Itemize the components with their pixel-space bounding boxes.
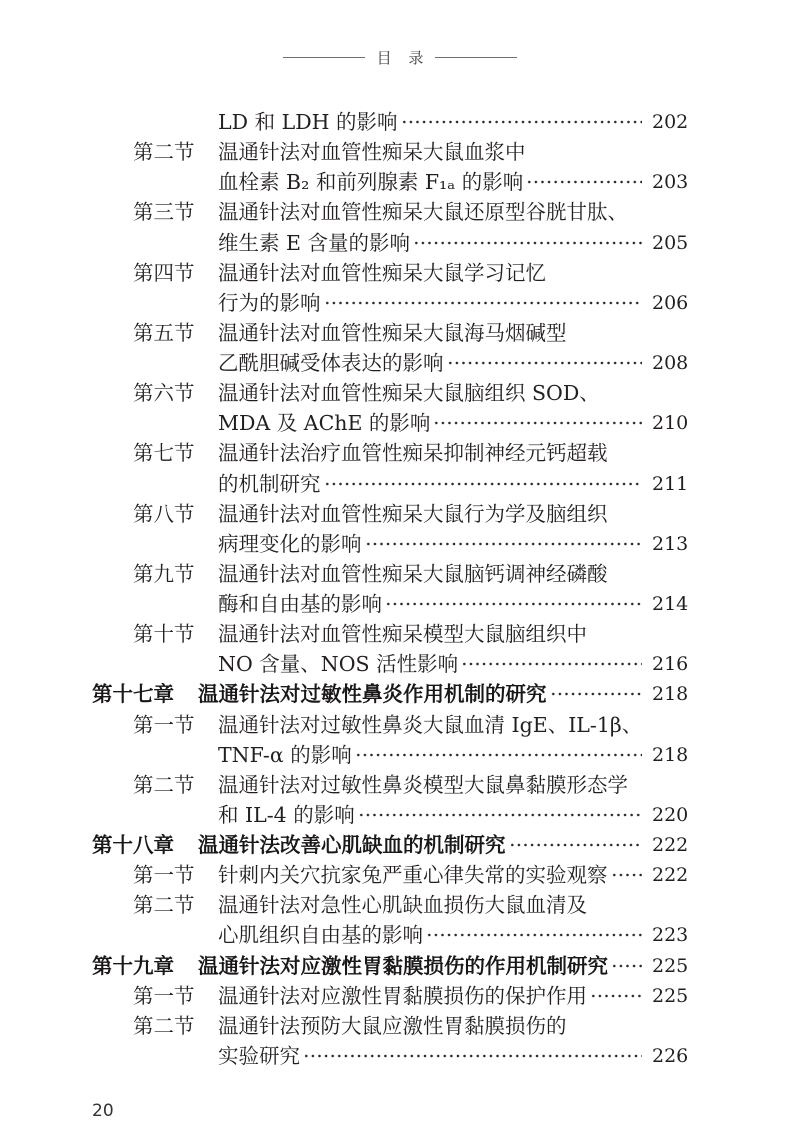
page-number: 206 bbox=[652, 291, 689, 314]
entry-title-line: 温通针法对血管性痴呆大鼠还原型谷胱甘肽、 bbox=[218, 200, 628, 225]
chapter-title: 温通针法改善心肌缺血的机制研究 bbox=[198, 833, 506, 857]
page-number: 222 bbox=[652, 864, 689, 887]
toc-section-entry bbox=[92, 710, 689, 770]
toc-section-entry bbox=[92, 1011, 689, 1071]
toc-entry-line bbox=[92, 559, 686, 589]
entry-title-line: TNF-α 的影响 bbox=[218, 742, 352, 767]
toc-entry-line bbox=[92, 318, 686, 348]
page-number: 214 bbox=[652, 593, 689, 615]
entry-title-line: 酶和自由基的影响 bbox=[218, 592, 382, 616]
toc-section-entry bbox=[92, 318, 689, 378]
toc-entry-line bbox=[92, 408, 689, 438]
dot-leader bbox=[355, 740, 642, 770]
toc-entry-line bbox=[92, 378, 686, 408]
page-number: 222 bbox=[652, 834, 689, 856]
toc-entry-line bbox=[92, 951, 689, 981]
toc-entry-line bbox=[92, 1041, 689, 1071]
toc-entry-line bbox=[92, 529, 689, 559]
section-label: 第十节 bbox=[133, 622, 195, 647]
dot-leader bbox=[509, 830, 643, 860]
toc-entry-line bbox=[92, 438, 686, 468]
page-number: 218 bbox=[652, 683, 689, 706]
dot-leader bbox=[461, 649, 642, 679]
dot-leader bbox=[401, 107, 642, 137]
toc-entry-line bbox=[92, 830, 689, 860]
toc-entry-line bbox=[92, 770, 686, 800]
toc-entry-line bbox=[92, 679, 689, 709]
chapter-title: 温通针法对应激性胃黏膜损伤的作用机制研究 bbox=[198, 953, 608, 978]
toc-entry-line bbox=[92, 619, 686, 649]
dot-leader bbox=[433, 408, 642, 438]
entry-title-line: 温通针法对血管性痴呆大鼠脑钙调神经磷酸 bbox=[218, 561, 608, 586]
dot-leader bbox=[303, 1041, 642, 1071]
toc-section-entry bbox=[92, 619, 689, 679]
page-number: 216 bbox=[652, 653, 689, 676]
dot-leader bbox=[447, 348, 643, 378]
entry-title-line: 心肌组织自由基的影响 bbox=[218, 923, 423, 948]
section-label: 第二节 bbox=[133, 772, 195, 797]
toc-entry-line bbox=[92, 800, 689, 830]
toc-entry-line bbox=[92, 167, 689, 197]
toc-entry-line bbox=[92, 890, 686, 920]
dot-leader bbox=[413, 228, 642, 258]
toc-section-entry bbox=[92, 981, 689, 1011]
running-header bbox=[0, 44, 800, 70]
entry-title-line: 温通针法对过敏性鼻炎大鼠血清 IgE、IL-1β、 bbox=[218, 712, 643, 737]
section-label: 第四节 bbox=[133, 260, 195, 285]
page-number: 205 bbox=[652, 231, 689, 254]
toc-section-entry bbox=[92, 258, 689, 318]
header-title: 目 录 bbox=[376, 48, 424, 67]
dot-leader bbox=[526, 167, 642, 197]
toc-chapter-entry bbox=[92, 951, 689, 981]
section-label: 第七节 bbox=[133, 441, 195, 466]
entry-title-line: 温通针法对过敏性鼻炎模型大鼠鼻黏膜形态学 bbox=[218, 772, 628, 797]
entry-title-line: NO 含量、NOS 活性影响 bbox=[218, 652, 459, 677]
dot-leader bbox=[365, 529, 643, 559]
entry-title-line: 行为的影响 bbox=[218, 290, 321, 315]
dot-leader bbox=[324, 288, 643, 318]
page-number: 203 bbox=[652, 171, 689, 194]
page-number: 202 bbox=[652, 111, 689, 133]
section-label: 第八节 bbox=[133, 501, 195, 526]
toc-chapter-entry bbox=[92, 830, 689, 860]
dot-leader bbox=[590, 981, 642, 1011]
entry-title-line: 温通针法对血管性痴呆大鼠行为学及脑组织 bbox=[218, 501, 608, 526]
entry-title-line: 温通针法对血管性痴呆大鼠海马烟碱型 bbox=[218, 320, 567, 345]
entry-title-line: 温通针法对血管性痴呆大鼠血浆中 bbox=[218, 140, 526, 165]
entry-title-line: 的机制研究 bbox=[218, 471, 321, 496]
page-number: 226 bbox=[652, 1044, 689, 1067]
chapter-label: 第十七章 bbox=[92, 682, 174, 707]
page-number: 208 bbox=[652, 352, 689, 374]
header-rule-right bbox=[435, 57, 517, 58]
page-number: 225 bbox=[652, 954, 689, 977]
dot-leader bbox=[550, 679, 643, 709]
toc-section-entry bbox=[92, 438, 689, 498]
section-label: 第二节 bbox=[133, 1013, 195, 1038]
section-label: 第二节 bbox=[133, 140, 195, 165]
entry-title-line: 温通针法对血管性痴呆大鼠脑组织 SOD、 bbox=[218, 381, 600, 406]
dot-leader bbox=[324, 469, 643, 499]
toc-chapter-entry bbox=[92, 679, 689, 709]
entry-title-line: 维生素 E 含量的影响 bbox=[218, 230, 410, 255]
toc-entry-line bbox=[92, 649, 689, 679]
dot-leader bbox=[358, 800, 642, 830]
toc-section-entry bbox=[92, 137, 689, 197]
toc-entry-line bbox=[92, 1011, 686, 1041]
toc-entry-line bbox=[92, 107, 689, 137]
dot-leader bbox=[426, 920, 642, 950]
section-label: 第五节 bbox=[133, 320, 195, 345]
section-label: 第一节 bbox=[133, 983, 195, 1008]
entry-title-line: 血栓素 B₂ 和前列腺素 F₁ₐ 的影响 bbox=[218, 170, 524, 195]
toc-entry-line bbox=[92, 920, 689, 950]
toc-entry-line bbox=[92, 228, 689, 258]
page-number: 218 bbox=[652, 743, 689, 766]
toc-entry-line bbox=[92, 710, 686, 740]
section-label: 第一节 bbox=[133, 712, 195, 737]
toc-section-entry bbox=[92, 378, 689, 438]
toc-entry-line bbox=[92, 981, 689, 1011]
entry-title-line: MDA 及 AChE 的影响 bbox=[218, 411, 431, 436]
chapter-label: 第十九章 bbox=[92, 953, 174, 978]
toc-entry-line bbox=[92, 740, 689, 770]
toc-section-entry bbox=[92, 770, 689, 830]
page-footer-number: 20 bbox=[92, 1101, 114, 1121]
entry-title-line: LD 和 LDH 的影响 bbox=[218, 110, 398, 134]
page-number: 225 bbox=[652, 984, 689, 1007]
toc-section-entry bbox=[92, 860, 689, 890]
entry-title-line: 实验研究 bbox=[218, 1043, 300, 1068]
toc-entry-line bbox=[92, 288, 689, 318]
table-of-contents bbox=[92, 107, 689, 1071]
section-label: 第三节 bbox=[133, 200, 195, 225]
entry-title-line: 乙酰胆碱受体表达的影响 bbox=[218, 351, 444, 375]
toc-section-entry bbox=[92, 107, 689, 137]
chapter-title: 温通针法对过敏性鼻炎作用机制的研究 bbox=[198, 682, 547, 707]
toc-section-entry bbox=[92, 890, 689, 950]
toc-section-entry bbox=[92, 499, 689, 559]
page-number: 213 bbox=[652, 532, 689, 555]
entry-title-line: 温通针法对急性心肌缺血损伤大鼠血清及 bbox=[218, 893, 587, 918]
toc-entry-line bbox=[92, 860, 689, 890]
section-label: 第二节 bbox=[133, 893, 195, 918]
toc-entry-line bbox=[92, 197, 686, 227]
entry-title-line: 温通针法治疗血管性痴呆抑制神经元钙超载 bbox=[218, 441, 608, 466]
dot-leader bbox=[611, 860, 643, 890]
dot-leader bbox=[385, 589, 642, 619]
entry-title-line: 针刺内关穴抗家兔严重心律失常的实验观察 bbox=[218, 863, 608, 888]
entry-title-line: 温通针法对血管性痴呆模型大鼠脑组织中 bbox=[218, 622, 587, 647]
entry-title-line: 温通针法对血管性痴呆大鼠学习记忆 bbox=[218, 260, 546, 285]
entry-title-line: 温通针法对应激性胃黏膜损伤的保护作用 bbox=[218, 983, 587, 1008]
chapter-label: 第十八章 bbox=[92, 833, 174, 857]
entry-title-line: 和 IL-4 的影响 bbox=[218, 802, 355, 827]
toc-entry-line bbox=[92, 499, 686, 529]
section-label: 第六节 bbox=[133, 381, 195, 406]
toc-entry-line bbox=[92, 469, 689, 499]
entry-title-line: 病理变化的影响 bbox=[218, 531, 362, 556]
entry-title-line: 温通针法预防大鼠应激性胃黏膜损伤的 bbox=[218, 1013, 567, 1038]
page-number: 210 bbox=[652, 412, 689, 435]
page-number: 220 bbox=[652, 803, 689, 826]
toc-entry-line bbox=[92, 137, 686, 167]
toc-entry-line bbox=[92, 258, 686, 288]
header-rule-left bbox=[283, 57, 365, 58]
dot-leader bbox=[611, 951, 642, 981]
section-label: 第九节 bbox=[133, 561, 195, 586]
page-number: 223 bbox=[652, 924, 689, 947]
toc-section-entry bbox=[92, 559, 689, 619]
toc-section-entry bbox=[92, 197, 689, 257]
page-number: 211 bbox=[652, 472, 689, 495]
section-label: 第一节 bbox=[133, 863, 195, 888]
toc-entry-line bbox=[92, 348, 689, 378]
toc-entry-line bbox=[92, 589, 689, 619]
